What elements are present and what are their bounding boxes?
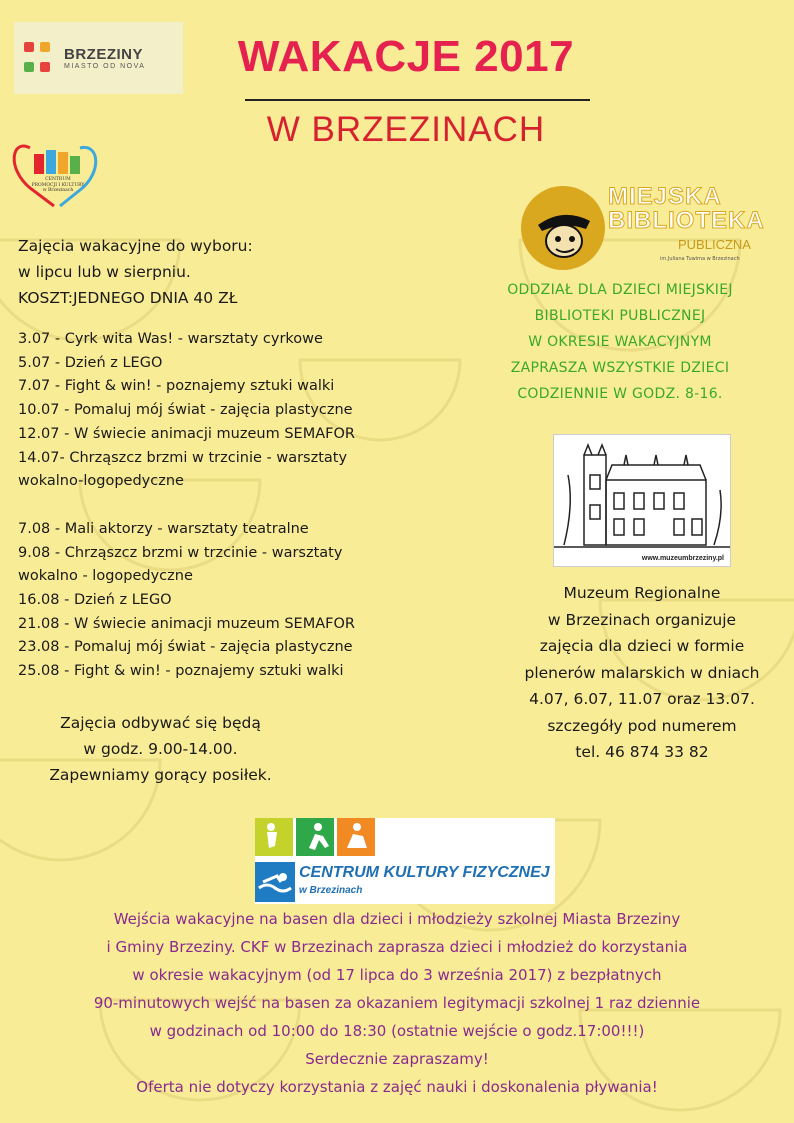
museum-line: zajęcia dla dzieci w formie	[539, 637, 745, 655]
list-item: 3.07 - Cyrk wita Was! - warsztaty cyrkowe	[18, 331, 323, 347]
library-line: ODDZIAŁ DLA DZIECI MIEJSKIEJ	[507, 282, 733, 298]
info-line: Zajęcia odbywać się będą	[60, 714, 261, 732]
library-logo-line4: im.Juliana Tuwima w Brzezinach	[660, 256, 740, 262]
swimmer-icon	[255, 862, 295, 902]
ckf-logo-line2: w Brzezinach	[299, 885, 363, 896]
museum-building-image	[553, 434, 731, 567]
list-item: 23.08 - Pomaluj mój świat - zajęcia plastyczne	[18, 639, 353, 656]
info-line: w godz. 9.00-14.00.	[83, 740, 238, 758]
pool-line: w okresie wakacyjnym (od 17 lipca do 3 września 2017) z bezpłatnych	[132, 966, 662, 984]
intro-line: Zajęcia wakacyjne do wyboru:	[18, 237, 253, 255]
list-item: wokalno - logopedyczne	[18, 568, 193, 585]
ckf-logo-line1: CENTRUM KULTURY FIZYCZNEJ	[299, 864, 550, 881]
pool-greeting: Serdecznie zapraszamy!	[305, 1050, 489, 1068]
brzeziny-logo-mark-icon	[18, 38, 58, 78]
page-subtitle: W BRZEZINACH	[266, 110, 546, 149]
pool-announcement	[0, 905, 794, 1101]
library-logo-line1: MIEJSKA	[608, 183, 722, 210]
title-divider	[245, 99, 590, 101]
library-logo	[520, 185, 770, 275]
pool-line: 90-minutowych wejść na basen za okazaniem legitymacji szkolnej 1 raz dziennie	[93, 994, 701, 1012]
cpk-logo-line1: CENTRUM	[45, 177, 71, 182]
library-logo-line3: PUBLICZNA	[678, 237, 751, 252]
list-item: 7.07 - Fight & win! - poznajemy sztuki walki	[18, 378, 335, 395]
logo-name: BRZEZINY	[64, 46, 143, 63]
museum-phone: tel. 46 874 33 82	[575, 743, 709, 761]
list-item: 9.08 - Chrząszcz brzmi w trzcinie - warsztaty	[18, 544, 343, 561]
intro-block	[18, 233, 253, 311]
library-line: BIBLIOTEKI PUBLICZNEJ	[534, 308, 706, 324]
cpk-logo-line2: PROMOCJI I KULTURY	[31, 182, 85, 188]
list-item: 5.07 - Dzień z LEGO	[18, 354, 163, 371]
list-item: 14.07- Chrząszcz brzmi w trzcinie - warsztaty	[18, 449, 348, 466]
list-item: 16.08 - Dzień z LEGO	[18, 592, 172, 609]
list-item: 7.08 - Mali aktorzy - warsztaty teatralne	[18, 520, 309, 537]
museum-line: Muzeum Regionalne	[563, 584, 721, 602]
cpk-logo	[10, 138, 105, 210]
museum-announcement	[490, 580, 794, 766]
library-logo-line2: BIBLIOTEKA	[608, 207, 765, 234]
page-title: WAKACJE 2017	[237, 32, 575, 81]
museum-line: plenerów malarskich w dniach	[524, 663, 760, 682]
library-line: CODZIENNIE W GODZ. 8-16.	[517, 386, 723, 402]
price-line: KOSZT:JEDNEGO DNIA 40 ZŁ	[18, 289, 238, 307]
activities-list	[18, 328, 355, 684]
list-item: 21.08 - W świecie animacji muzeum SEMAFOR	[18, 615, 355, 632]
library-announcement	[455, 277, 785, 407]
museum-line: w Brzezinach organizuje	[547, 610, 737, 629]
museum-line: szczegóły pod numerem	[547, 716, 737, 735]
pool-disclaimer: Oferta nie dotyczy korzystania z zajęć nauki i doskonalenia pływania!	[136, 1078, 658, 1096]
pool-line: i Gminy Brzeziny. CKF w Brzezinach zaprasza dzieci i młodzież do korzystania	[106, 938, 688, 956]
ckf-logo	[255, 818, 555, 904]
heart-houses-icon	[10, 138, 105, 210]
info-line: Zapewniamy gorący posiłek.	[49, 766, 272, 784]
museum-image-caption: www.muzeumbrzeziny.pl	[641, 555, 724, 562]
museum-sketch-icon	[554, 435, 730, 566]
list-item: 25.08 - Fight & win! - poznajemy sztuki walki	[18, 663, 344, 680]
hours-info	[18, 710, 303, 788]
museum-line: 4.07, 6.07, 11.07 oraz 13.07.	[529, 690, 755, 708]
library-line: W OKRESIE WAKACYJNYM	[528, 334, 712, 350]
logo-tagline: MIASTO OD NOVA	[64, 63, 146, 70]
pool-line: w godzinach od 10:00 do 18:30 (ostatnie wejście o godz.17:00!!!)	[149, 1022, 645, 1040]
tuwim-portrait-icon	[520, 185, 606, 271]
list-item: wokalno-logopedyczne	[18, 473, 184, 490]
cpk-logo-line3: w Brzezinach	[42, 188, 74, 193]
pool-line: Wejścia wakacyjne na basen dla dzieci i młodzieży szkolnej Miasta Brzeziny	[113, 910, 681, 928]
library-line: ZAPRASZA WSZYSTKIE DZIECI	[510, 360, 730, 376]
list-item: 10.07 - Pomaluj mój świat - zajęcia plastyczne	[18, 402, 353, 419]
intro-line: w lipcu lub w sierpniu.	[18, 263, 191, 281]
list-item: 12.07 - W świecie animacji muzeum SEMAFOR	[18, 425, 355, 442]
brzeziny-city-logo	[14, 22, 183, 94]
sport-icons	[255, 818, 375, 858]
